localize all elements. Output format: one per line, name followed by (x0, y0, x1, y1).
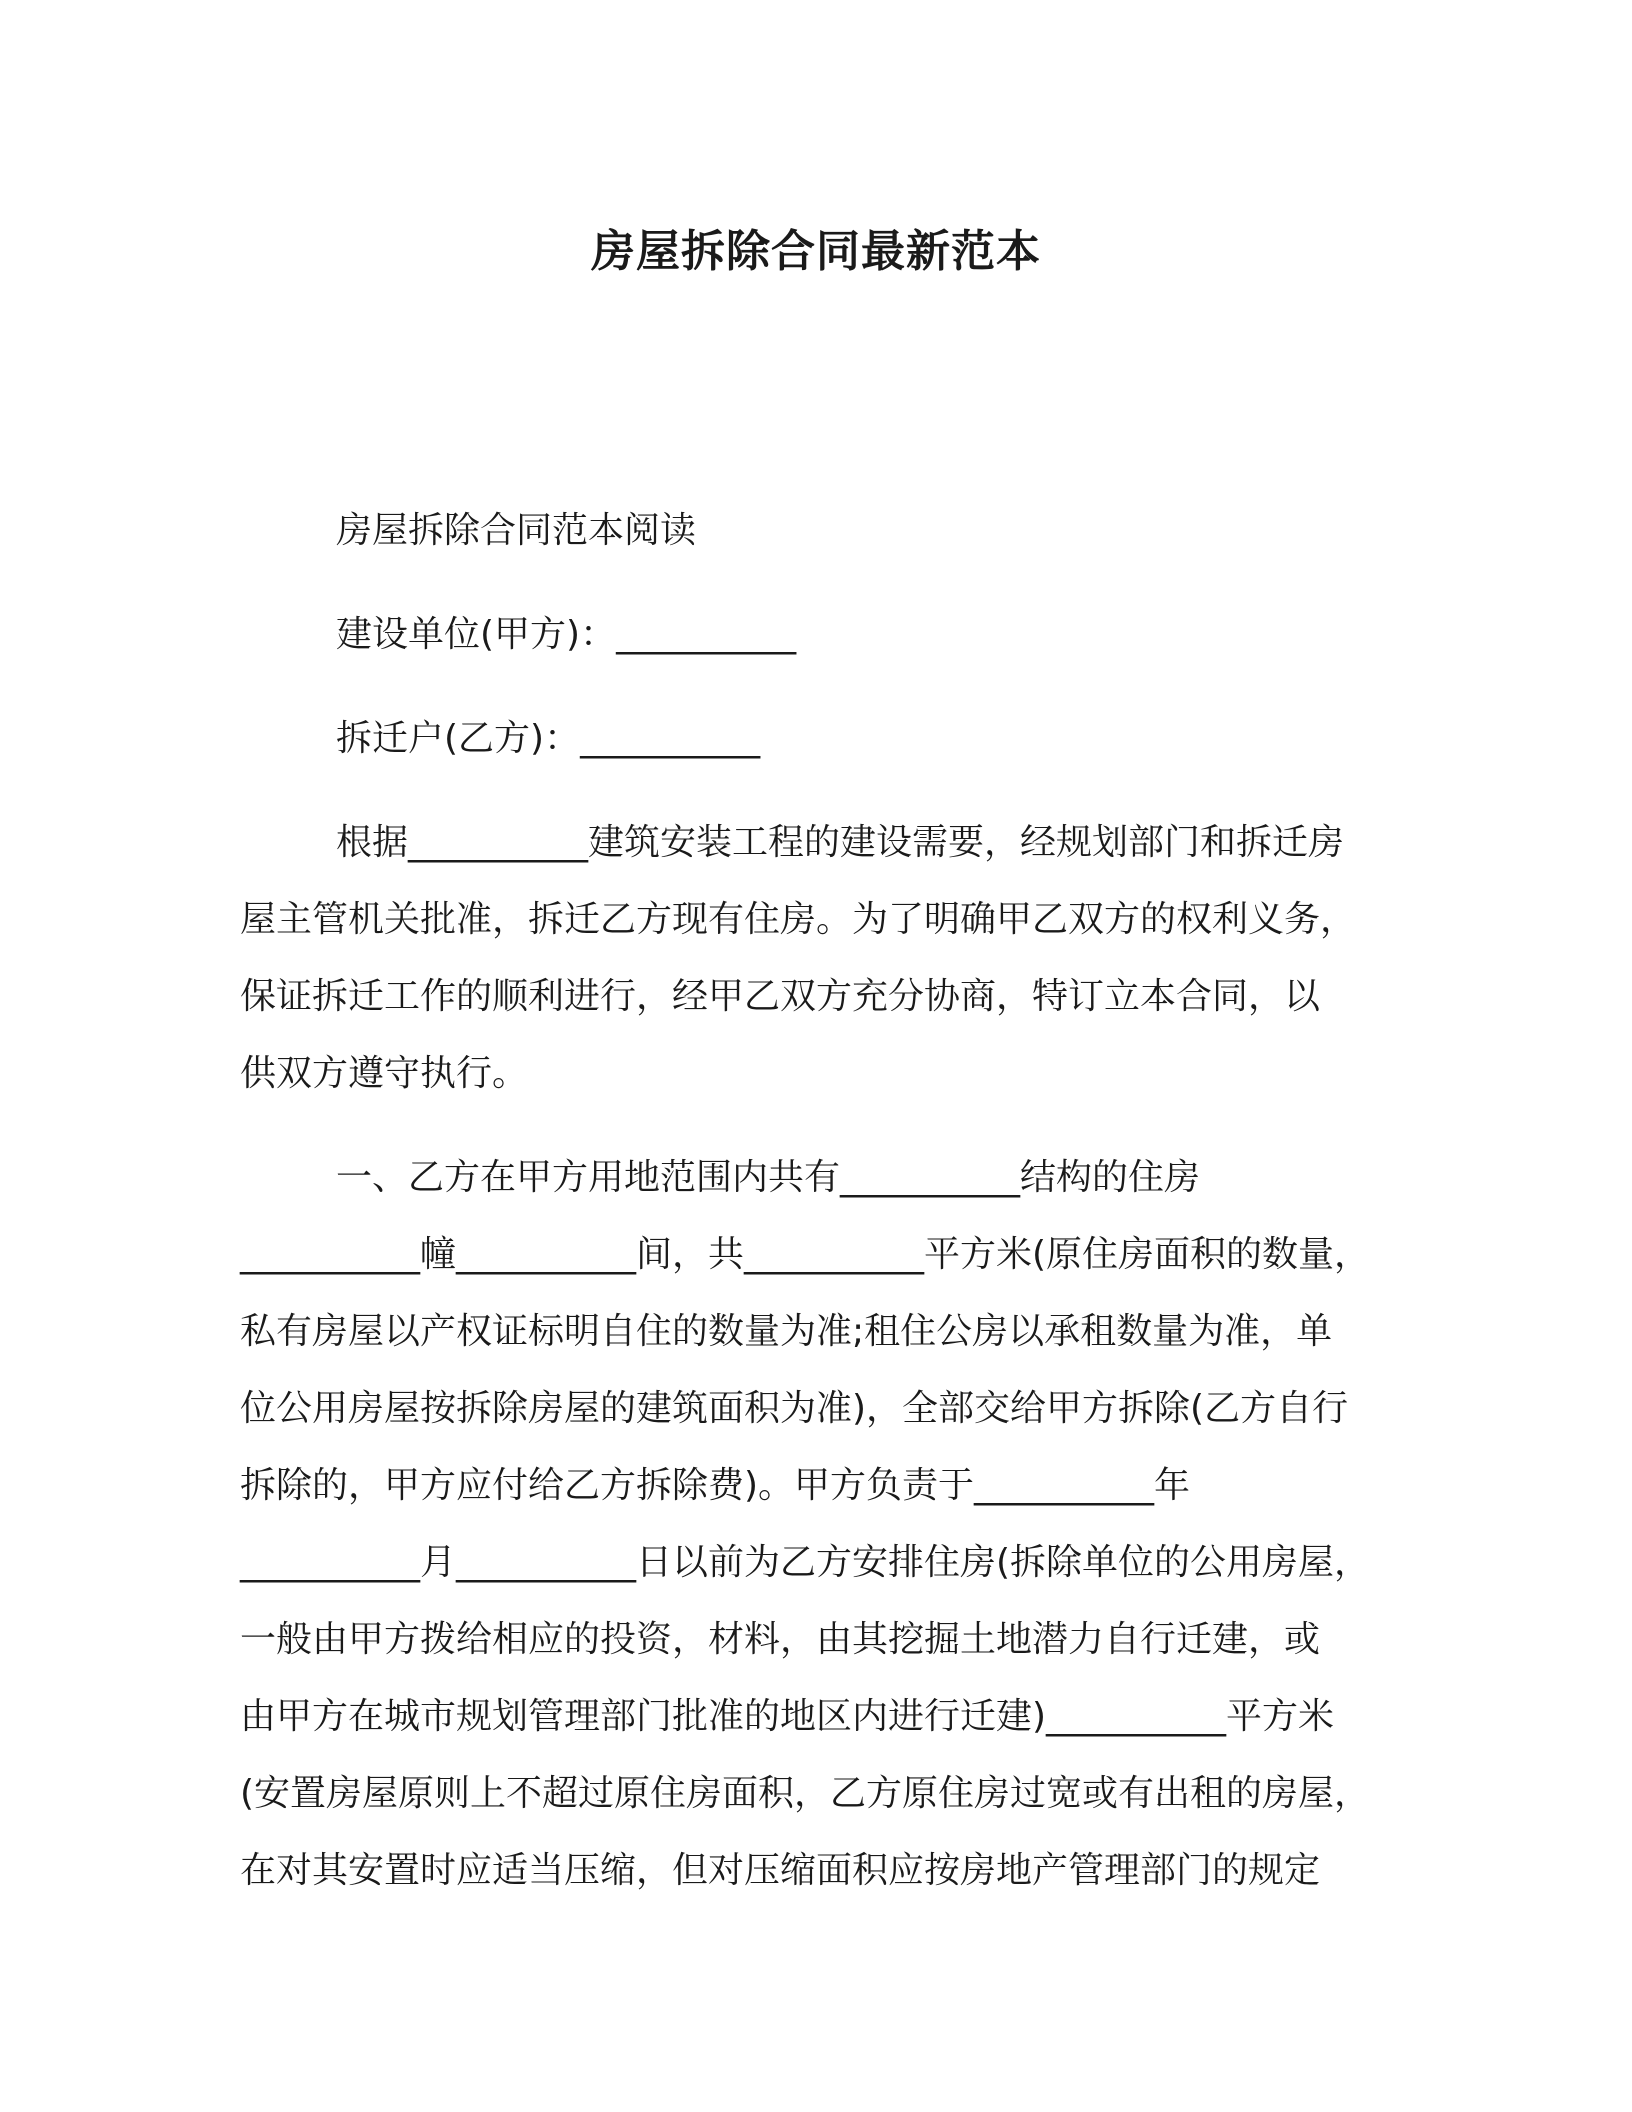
clause-line: 由甲方在城市规划管理部门批准的地区内进行迁建)__________平方米 (240, 1696, 1335, 1737)
paragraph-gap (240, 1112, 1400, 1139)
preamble-line: 屋主管机关批准，拆迁乙方现有住房。为了明确甲乙双方的权利义务， (240, 899, 1357, 940)
paragraph-gap (240, 673, 1400, 700)
clause-line: 一般由甲方拨给相应的投资，材料，由其挖掘土地潜力自行迁建，或 (240, 1619, 1321, 1660)
clause-line: 位公用房屋按拆除房屋的建筑面积为准)，全部交给甲方拆除(乙方自行 (240, 1388, 1349, 1429)
document-body (240, 492, 1400, 1909)
clause-line: __________幢__________间，共__________平方米(原住房面积的数量， (240, 1234, 1371, 1275)
party-b-line: 拆迁户(乙方)：__________ (336, 718, 761, 759)
preamble-line: 根据__________建筑安装工程的建设需要，经规划部门和拆迁房 (336, 822, 1345, 863)
clause-one-paragraph (240, 1139, 1400, 1909)
clause-line: (安置房屋原则上不超过原住房面积，乙方原住房过宽或有出租的房屋， (240, 1773, 1371, 1814)
paragraph-gap (240, 777, 1400, 804)
party-a-line: 建设单位(甲方)：__________ (336, 614, 797, 655)
clause-line: 私有房屋以产权证标明自住的数量为准;租住公房以承租数量为准，单 (240, 1311, 1333, 1352)
preamble-paragraph (240, 804, 1400, 1112)
page-title: 房屋拆除合同最新范本 (591, 226, 1041, 277)
clause-line: 拆除的，甲方应付给乙方拆除费)。甲方负责于__________年 (240, 1465, 1191, 1506)
preamble-line: 供双方遵守执行。 (240, 1053, 529, 1094)
preamble-line: 保证拆迁工作的顺利进行，经甲乙双方充分协商，特订立本合同，以 (240, 976, 1321, 1017)
clause-line: __________月__________日以前为乙方安排住房(拆除单位的公用房屋， (240, 1542, 1371, 1583)
clause-line: 一、乙方在甲方用地范围内共有__________结构的住房 (336, 1157, 1201, 1198)
subtitle: 房屋拆除合同范本阅读 (336, 510, 697, 551)
paragraph-gap (240, 569, 1400, 596)
clause-line: 在对其安置时应适当压缩，但对压缩面积应按房地产管理部门的规定 (240, 1850, 1321, 1891)
